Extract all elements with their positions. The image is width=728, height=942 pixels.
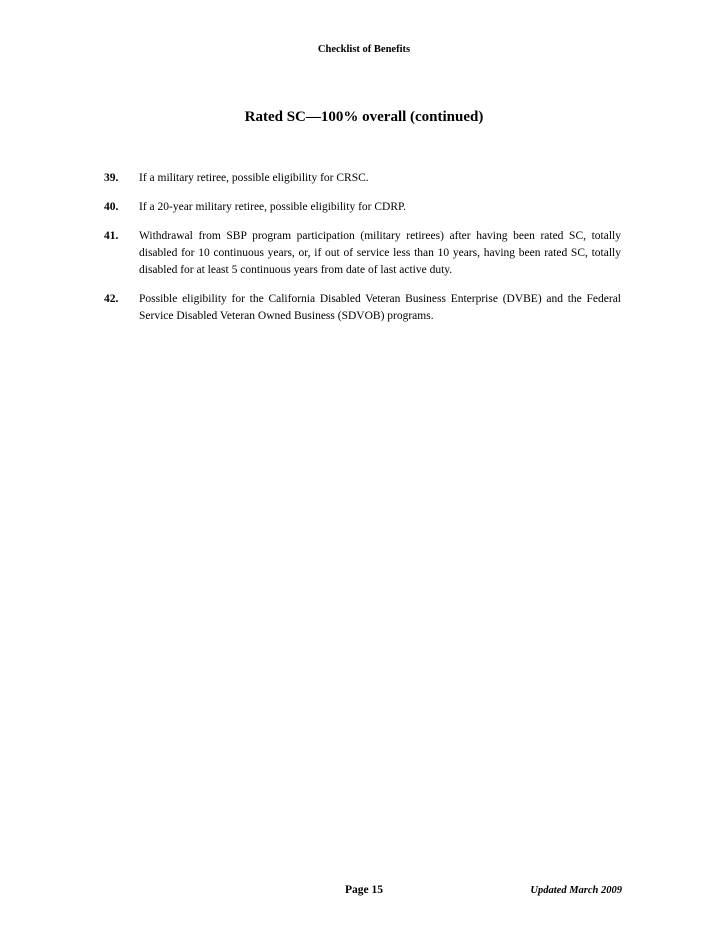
item-text: If a 20-year military retiree, possible eligibility for CDRP. bbox=[139, 201, 406, 213]
item-number: 41. bbox=[104, 230, 119, 242]
item-text: If a military retiree, possible eligibility for CRSC. bbox=[139, 172, 369, 184]
updated-date: Updated March 2009 bbox=[530, 885, 622, 896]
list-item bbox=[104, 170, 621, 187]
section-title: Rated SC—100% overall (continued) bbox=[244, 109, 484, 125]
item-text: Possible eligibility for the California Disabled Veteran Business Enterprise (DVBE) and the Federal Service Disabled Veteran Owned Business (SDVOB) programs. bbox=[139, 293, 621, 322]
page-number: Page 15 bbox=[344, 884, 383, 896]
benefits-list bbox=[104, 170, 621, 337]
item-number: 42. bbox=[104, 293, 119, 305]
list-item bbox=[104, 228, 621, 279]
item-number: 39. bbox=[104, 172, 119, 184]
list-item bbox=[104, 291, 621, 325]
item-number: 40. bbox=[104, 201, 119, 213]
list-item bbox=[104, 199, 621, 216]
item-text: Withdrawal from SBP program participation (military retirees) after having been rated SC, totally disabled for 10 continuous years, or, if out of service less than 10 years, having been rated SC, totally disabled for at least 5 continuous years from date of last active duty. bbox=[139, 230, 621, 276]
header-title: Checklist of Benefits bbox=[317, 44, 411, 55]
